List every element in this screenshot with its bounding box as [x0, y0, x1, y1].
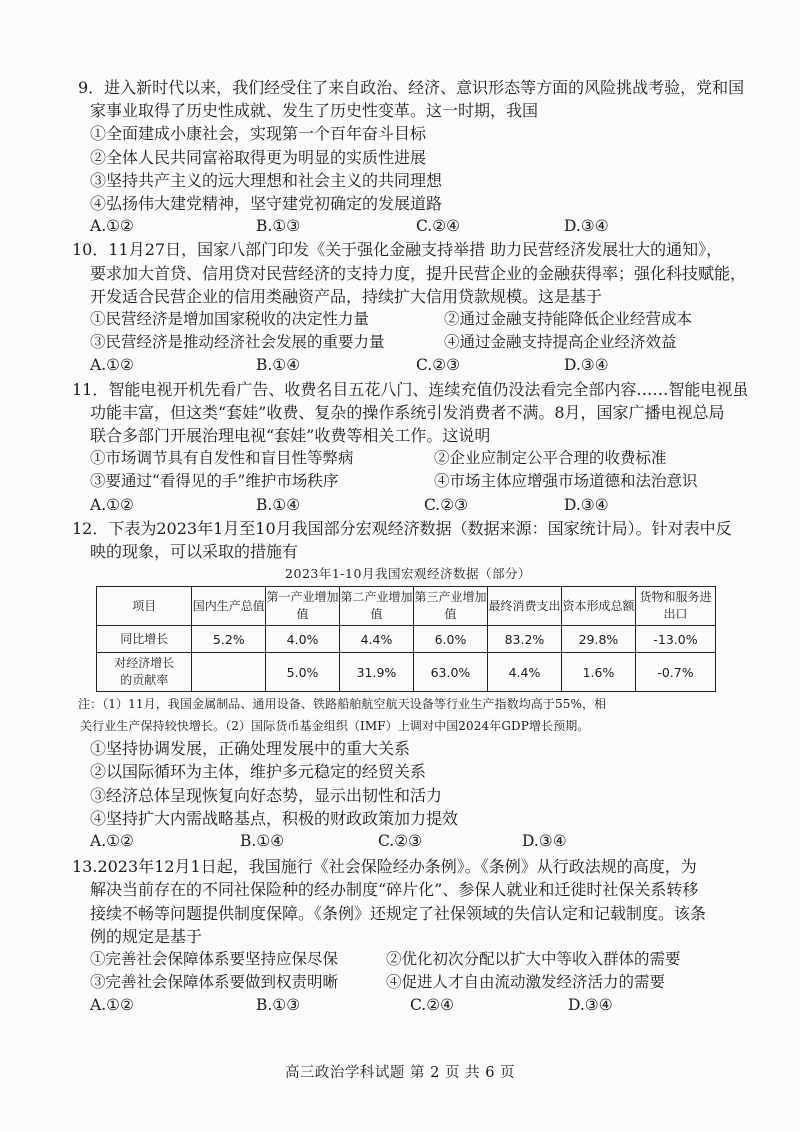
table-cell: 5.2% [192, 626, 266, 653]
table-header-cell: 货物和服务进出口 [635, 587, 715, 626]
question-13 [72, 855, 738, 1017]
table-cell: 4.0% [266, 626, 340, 653]
question-13-stem-line: 接续不畅等问题提供制度保障。《条例》还规定了社保领域的失信认定和记载制度。该条 [90, 903, 707, 923]
question-13-stem-line: 例的规定是基于 [90, 926, 203, 946]
question-9-stem-line: 家事业取得了历史性成就、发生了历史性变革。这一时期，我国 [90, 101, 539, 121]
question-9-item: ①全面建成小康社会，实现第一个百年奋斗目标 [90, 124, 427, 144]
option-b: B.①④ [240, 831, 285, 850]
table-row-label: 对经济增长的贡献率 [97, 653, 192, 692]
option-c: C.②③ [424, 495, 469, 514]
question-11-options [78, 494, 738, 517]
question-11 [72, 378, 749, 517]
option-b: B.①③ [256, 996, 301, 1015]
option-b: B.①③ [256, 217, 301, 236]
question-13-item: ①完善社会保障体系要坚持应保尽保 [90, 949, 339, 968]
question-13-options [78, 994, 738, 1017]
question-10-item: ②通过金融支持能降低企业经营成本 [444, 310, 693, 329]
question-11-item: ①市场调节具有自发性和盲目性等弊病 [90, 449, 354, 468]
option-d: D.③④ [564, 356, 609, 375]
question-11-items-row [78, 447, 738, 470]
question-13-items-row [78, 948, 738, 971]
option-c: C.②④ [416, 217, 461, 236]
question-10-item: ④通过金融支持提高企业经济效益 [444, 333, 677, 352]
table-header-row [97, 587, 716, 626]
question-9-item: ④弘扬伟大建党精神，坚守建党初确定的发展道路 [90, 194, 443, 214]
option-b: B.①④ [256, 356, 301, 375]
question-13-items-row [78, 971, 738, 994]
question-11-item: ④市场主体应增强市场道德和法治意识 [434, 472, 698, 491]
table-note-line: 注：（1）11月，我国金属制品、通用设备、铁路船舶航空航天设备等行业生产指数均高于55%，相 [78, 697, 607, 712]
table-row [97, 653, 716, 692]
question-13-stem-line: 解决当前存在的不同社保险种的经办制度“碎片化”、参保人就业和迁徙时社保关系转移 [90, 880, 699, 900]
table-cell: -0.7% [635, 653, 715, 692]
question-9-item: ③坚持共产主义的远大理想和社会主义的共同理想 [90, 170, 443, 190]
option-c: C.②④ [410, 996, 455, 1015]
table-cell: 6.0% [413, 626, 487, 653]
question-11-item: ②企业应制定公平合理的收费标准 [434, 449, 667, 468]
table-cell: 83.2% [487, 626, 561, 653]
question-11-item: ③要通过“看得见的手”维护市场秩序 [90, 472, 339, 491]
table-row [97, 626, 716, 653]
question-10-stem-line: 要求加大首贷、信用贷对民营经济的支持力度，提升民营企业的金融获得率；强化科技赋能， [90, 263, 747, 283]
question-12-item: ②以国际循环为主体，维护多元稳定的经贸关系 [90, 762, 427, 782]
macro-economic-table [96, 586, 716, 692]
table-header-cell: 第二产业增加值 [339, 587, 413, 626]
page-footer: 高三政治学科试题 第 2 页 共 6 页 [284, 1065, 516, 1081]
question-11-stem-line: 联合多部门开展治理电视“套娃”收费等相关工作。这说明 [90, 425, 491, 445]
option-a: A.①② [90, 217, 134, 236]
option-a: A.①② [90, 495, 134, 514]
option-d: D.③④ [564, 495, 609, 514]
question-12-stem-line: 12．下表为2023年1月至10月我国部分宏观经济数据（数据来源：国家统计局）。针对表中反 [72, 518, 732, 538]
question-10-item: ③民营经济是推动经济社会发展的重要力量 [90, 333, 385, 352]
question-11-stem-line: 11．智能电视开机先看广告、收费名目五花八门、连续充值仍没法看完全部内容……智能电视虽 [72, 379, 749, 399]
question-10-item: ①民营经济是增加国家税收的决定性力量 [90, 310, 370, 329]
table-cell: 1.6% [561, 653, 635, 692]
question-10-options [78, 354, 738, 377]
question-12-item: ④坚持扩大内需战略基点，积极的财政政策加力提效 [90, 808, 459, 828]
table-row-label: 同比增长 [97, 626, 192, 653]
table-cell: 4.4% [339, 626, 413, 653]
question-10-stem-line: 10．11月27日，国家八部门印发《关于强化金融支持举措 助力民营经济发展壮大的通知》， [72, 240, 723, 260]
question-12-item: ③经济总体呈现恢复向好态势，显示出韧性和活力 [90, 785, 443, 805]
option-d: D.③④ [568, 996, 613, 1015]
option-a: A.①② [90, 356, 134, 375]
table-header-cell: 第一产业增加值 [266, 587, 340, 626]
table-cell: -13.0% [635, 626, 715, 653]
question-13-item: ②优化初次分配以扩大中等收入群体的需要 [386, 949, 681, 968]
question-10-items-row [78, 331, 738, 354]
table-header-cell: 最终消费支出 [487, 587, 561, 626]
option-a: A.①② [90, 996, 134, 1015]
question-9-options [78, 215, 738, 238]
table-title: 2023年1-10月我国宏观经济数据（部分） [285, 566, 531, 582]
question-10 [72, 238, 747, 377]
question-13-item: ④促进人才自由流动激发经济活力的需要 [386, 973, 666, 992]
question-12-stem-line: 映的现象，可以采取的措施有 [90, 541, 299, 561]
table-note-line: 关行业生产保持较快增长。（2）国际货币基金组织（IMF）上调对中国2024年GDP增长预期。 [80, 719, 590, 734]
table-cell [192, 653, 266, 692]
table-cell: 4.4% [487, 653, 561, 692]
table-cell: 63.0% [413, 653, 487, 692]
option-c: C.②③ [416, 356, 461, 375]
question-12-options [78, 830, 738, 853]
question-10-stem-line: 开发适合民营企业的信用类融资产品，持续扩大信用贷款规模。这是基于 [90, 286, 603, 306]
option-b: B.①④ [256, 495, 301, 514]
question-10-items-row [78, 308, 738, 331]
table-header-cell: 第三产业增加值 [413, 587, 487, 626]
option-a: A.①② [90, 831, 134, 850]
exam-page [72, 76, 749, 1018]
question-11-stem-line: 功能丰富，但这类“套娃”收费、复杂的操作系统引发消费者不满。8月，国家广播电视总局 [90, 402, 725, 422]
question-9-item: ②全体人民共同富裕取得更为明显的实质性进展 [90, 147, 427, 167]
table-cell: 29.8% [561, 626, 635, 653]
question-12-item: ①坚持协调发展，正确处理发展中的重大关系 [90, 739, 411, 759]
question-13-item: ③完善社会保障体系要做到权责明晰 [90, 973, 339, 992]
question-12 [72, 517, 738, 853]
table-header-cell: 资本形成总额 [561, 587, 635, 626]
question-13-stem-line: 13.2023年12月1日起，我国施行《社会保险经办条例》。《条例》从行政法规的高度，为 [72, 857, 697, 877]
question-9 [78, 76, 745, 238]
question-11-items-row [78, 470, 738, 493]
option-c: C.②③ [378, 831, 423, 850]
table-header-cell: 国内生产总值 [192, 587, 266, 626]
table-header-cell: 项目 [97, 587, 192, 626]
option-d: D.③④ [564, 217, 609, 236]
table-cell: 5.0% [266, 653, 340, 692]
table-cell: 31.9% [339, 653, 413, 692]
option-d: D.③④ [522, 831, 567, 850]
question-9-stem-line: 9．进入新时代以来，我们经受住了来自政治、经济、意识形态等方面的风险挑战考验，党和国 [78, 78, 745, 97]
